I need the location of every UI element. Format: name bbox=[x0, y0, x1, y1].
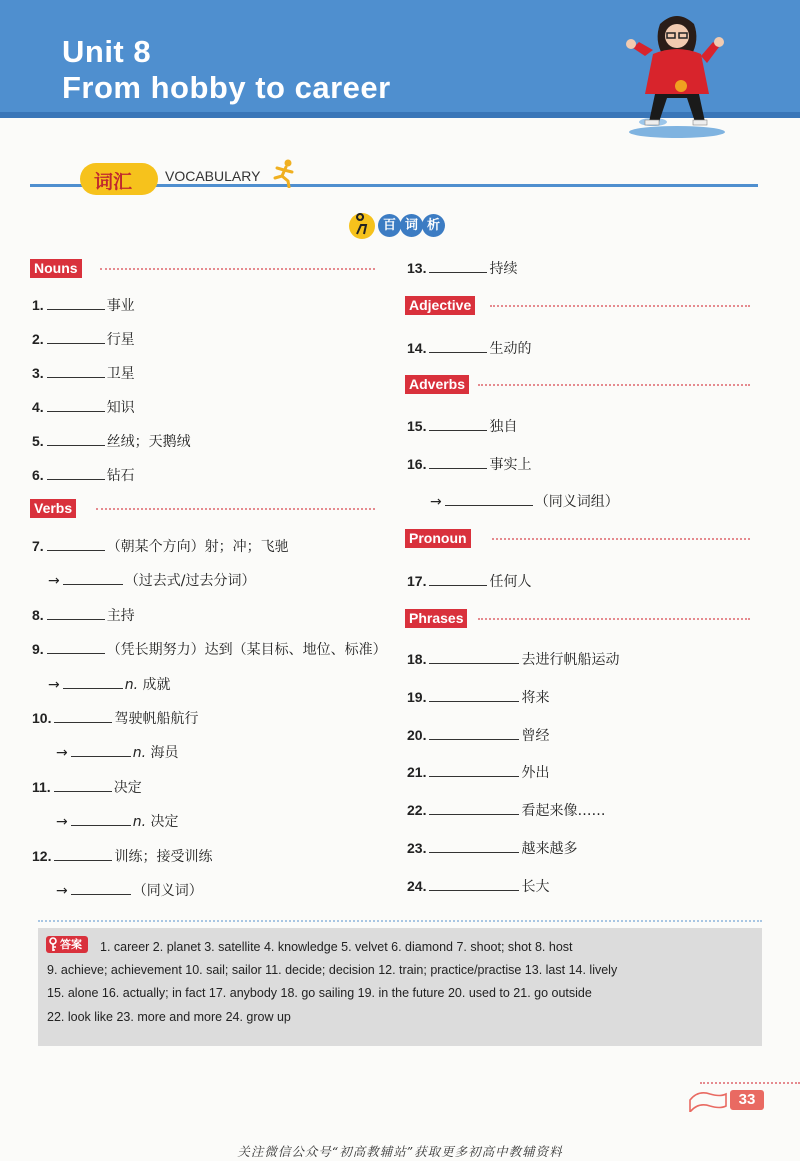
item-number: 5. bbox=[32, 433, 44, 449]
answer-blank[interactable] bbox=[429, 258, 487, 273]
answer-blank[interactable] bbox=[47, 605, 105, 620]
answer-tag-label: 答案 bbox=[60, 938, 82, 951]
item-meaning: 事实上 bbox=[489, 457, 532, 473]
answer-blank[interactable] bbox=[71, 742, 131, 757]
item-meaning: 主持 bbox=[106, 608, 135, 624]
page-number: 33 bbox=[730, 1090, 764, 1110]
item-meaning: 决定 bbox=[150, 814, 179, 830]
vocab-item-22 bbox=[407, 800, 605, 820]
vocab-item-24 bbox=[407, 876, 549, 896]
category-adverbs: Adverbs bbox=[405, 375, 469, 394]
item-meaning: （凭长期努力）达到（某目标、地位、标准） bbox=[106, 642, 387, 658]
answer-blank[interactable] bbox=[47, 329, 105, 344]
arrow-icon: → bbox=[430, 494, 442, 510]
item-number: 21. bbox=[407, 764, 427, 780]
item-meaning: （过去式/过去分词） bbox=[124, 573, 256, 589]
item-meaning: （同义词） bbox=[132, 883, 203, 899]
vocab-item-6 bbox=[32, 465, 135, 485]
item-meaning: 知识 bbox=[106, 400, 135, 416]
item-number: 10. bbox=[32, 710, 52, 726]
arrow-icon: → bbox=[56, 883, 68, 899]
answer-blank[interactable] bbox=[429, 762, 519, 777]
answer-blank[interactable] bbox=[429, 416, 487, 431]
corner-dotted-rule bbox=[700, 1082, 800, 1084]
answer-line-3: 15. alone 16. actually; in fact 17. anybody 18. go sailing 19. in the future 20. used to 21. go outside bbox=[47, 986, 592, 1000]
vocab-item-15 bbox=[407, 416, 517, 436]
vocab-item-2 bbox=[32, 329, 135, 349]
nouns-dotted-rule bbox=[100, 268, 375, 270]
item-meaning: 钻石 bbox=[106, 468, 135, 484]
item-meaning: 生动的 bbox=[489, 341, 532, 357]
item-number: 1. bbox=[32, 297, 44, 313]
item-meaning: 长大 bbox=[521, 879, 550, 895]
vocab-item-4 bbox=[32, 397, 135, 417]
item-meaning: 独自 bbox=[489, 419, 518, 435]
footer-notice: 关注微信公众号“初高教辅站”获取更多初高中教辅资料 bbox=[237, 1144, 563, 1159]
vocab-item-11-derived bbox=[56, 811, 179, 831]
answer-blank[interactable] bbox=[429, 649, 519, 664]
item-meaning: 驾驶帆船航行 bbox=[114, 711, 199, 727]
answer-blank[interactable] bbox=[54, 777, 112, 792]
answer-blank[interactable] bbox=[71, 811, 131, 826]
vocab-item-7-derived bbox=[48, 570, 255, 590]
answer-box-top-border bbox=[38, 920, 762, 922]
answer-blank[interactable] bbox=[445, 491, 533, 506]
item-meaning: 越来越多 bbox=[521, 841, 578, 857]
adjective-dotted-rule bbox=[490, 305, 750, 307]
category-nouns: Nouns bbox=[30, 259, 82, 278]
category-phrases: Phrases bbox=[405, 609, 467, 628]
answer-blank[interactable] bbox=[54, 846, 112, 861]
item-number: 23. bbox=[407, 840, 427, 856]
item-meaning: 决定 bbox=[113, 780, 142, 796]
item-meaning: 卫星 bbox=[106, 366, 135, 382]
vocab-item-5 bbox=[32, 431, 191, 451]
answer-blank[interactable] bbox=[429, 725, 519, 740]
answer-blank[interactable] bbox=[429, 876, 519, 891]
item-number: 13. bbox=[407, 260, 427, 276]
category-adjective: Adjective bbox=[405, 296, 475, 315]
answer-blank[interactable] bbox=[47, 295, 105, 310]
item-meaning: 将来 bbox=[521, 690, 550, 706]
vocab-item-12 bbox=[32, 846, 212, 866]
vocab-item-13 bbox=[407, 258, 517, 278]
item-number: 7. bbox=[32, 538, 44, 554]
answer-blank[interactable] bbox=[429, 800, 519, 815]
verbs-dotted-rule bbox=[96, 508, 375, 510]
vocab-item-20 bbox=[407, 725, 549, 745]
item-number: 24. bbox=[407, 878, 427, 894]
section-title bbox=[348, 212, 448, 240]
item-number: 14. bbox=[407, 340, 427, 356]
category-verbs: Verbs bbox=[30, 499, 76, 518]
pronoun-dotted-rule bbox=[492, 538, 750, 540]
part-of-speech: n. bbox=[132, 814, 147, 830]
answer-blank[interactable] bbox=[63, 674, 123, 689]
item-number: 6. bbox=[32, 467, 44, 483]
item-number: 8. bbox=[32, 607, 44, 623]
item-number: 20. bbox=[407, 727, 427, 743]
item-meaning: 丝绒；天鹅绒 bbox=[106, 434, 191, 450]
vocab-item-1 bbox=[32, 295, 135, 315]
item-meaning: 海员 bbox=[150, 745, 179, 761]
answer-blank[interactable] bbox=[47, 363, 105, 378]
answer-blank[interactable] bbox=[47, 397, 105, 412]
vocab-item-12-derived bbox=[56, 880, 203, 900]
answer-blank[interactable] bbox=[63, 570, 123, 585]
item-meaning: 去进行帆船运动 bbox=[521, 652, 620, 668]
girl-illustration bbox=[615, 4, 735, 139]
item-number: 12. bbox=[32, 848, 52, 864]
vocab-badge bbox=[80, 163, 158, 195]
section-title-char-2: 词 bbox=[400, 214, 423, 237]
item-number: 18. bbox=[407, 651, 427, 667]
category-pronoun: Pronoun bbox=[405, 529, 471, 548]
item-meaning: 事业 bbox=[106, 298, 135, 314]
answer-blank[interactable] bbox=[47, 536, 105, 551]
arrow-icon: → bbox=[56, 814, 68, 830]
vocab-item-17 bbox=[407, 571, 531, 591]
vocab-item-10 bbox=[32, 708, 198, 728]
item-meaning: 曾经 bbox=[521, 728, 550, 744]
vocab-item-21 bbox=[407, 762, 549, 782]
answer-blank[interactable] bbox=[429, 571, 487, 586]
item-number: 17. bbox=[407, 573, 427, 589]
vocab-item-3 bbox=[32, 363, 135, 383]
part-of-speech: n. bbox=[124, 677, 139, 693]
answer-blank[interactable] bbox=[429, 838, 519, 853]
vocab-badge-label: 词汇 bbox=[94, 171, 133, 193]
vocab-item-14 bbox=[407, 338, 531, 358]
item-meaning: 看起来像…… bbox=[521, 803, 606, 819]
arrow-icon: → bbox=[48, 573, 60, 589]
vocab-item-18 bbox=[407, 649, 619, 669]
answer-blank[interactable] bbox=[429, 338, 487, 353]
item-number: 22. bbox=[407, 802, 427, 818]
answer-line-2: 9. achieve; achievement 10. sail; sailor 11. decide; decision 12. train; practice/practise 13. last 14. lively bbox=[47, 963, 618, 977]
section-title-char-1: 百 bbox=[378, 214, 401, 237]
answer-blank[interactable] bbox=[71, 880, 131, 895]
vocab-item-7 bbox=[32, 536, 289, 556]
answer-line-1: 1. career 2. planet 3. satellite 4. knowledge 5. velvet 6. diamond 7. shoot; shot 8. host bbox=[100, 940, 573, 954]
item-meaning: 成就 bbox=[142, 677, 171, 693]
arrow-icon: → bbox=[48, 677, 60, 693]
item-meaning: 持续 bbox=[489, 261, 518, 277]
answer-blank[interactable] bbox=[47, 639, 105, 654]
adverbs-dotted-rule bbox=[478, 384, 750, 386]
vocab-item-16-derived bbox=[430, 491, 619, 511]
item-number: 16. bbox=[407, 456, 427, 472]
item-meaning: 行星 bbox=[106, 332, 135, 348]
item-number: 3. bbox=[32, 365, 44, 381]
answer-blank[interactable] bbox=[429, 687, 519, 702]
item-number: 11. bbox=[32, 779, 51, 795]
vocab-item-19 bbox=[407, 687, 549, 707]
vocab-item-9-derived bbox=[48, 674, 171, 694]
arrow-icon: → bbox=[56, 745, 68, 761]
vocab-english-label: VOCABULARY bbox=[165, 168, 261, 184]
answer-blank[interactable] bbox=[47, 465, 105, 480]
answer-line-4: 22. look like 23. more and more 24. grow up bbox=[47, 1010, 291, 1024]
item-number: 2. bbox=[32, 331, 44, 347]
unit-number-title: Unit 8 bbox=[62, 34, 152, 69]
answer-blank[interactable] bbox=[429, 454, 487, 469]
vocab-item-23 bbox=[407, 838, 577, 858]
item-number: 4. bbox=[32, 399, 44, 415]
unit-topic-title: From hobby to career bbox=[62, 70, 391, 105]
item-meaning: （同义词组） bbox=[534, 494, 619, 510]
key-icon bbox=[47, 937, 59, 952]
answer-blank[interactable] bbox=[47, 431, 105, 446]
part-of-speech: n. bbox=[132, 745, 147, 761]
page-ribbon-decoration bbox=[686, 1088, 728, 1112]
vocab-item-9 bbox=[32, 639, 387, 659]
answer-blank[interactable] bbox=[54, 708, 112, 723]
item-meaning: 外出 bbox=[521, 765, 550, 781]
vocab-item-16 bbox=[407, 454, 531, 474]
item-meaning: 任何人 bbox=[489, 574, 532, 590]
item-number: 15. bbox=[407, 418, 427, 434]
vocab-item-11 bbox=[32, 777, 142, 797]
vocab-item-8 bbox=[32, 605, 135, 625]
item-number: 19. bbox=[407, 689, 427, 705]
runner-icon bbox=[270, 158, 300, 188]
vocab-item-10-derived bbox=[56, 742, 179, 762]
reading-figure-icon bbox=[348, 212, 376, 240]
section-title-char-3: 析 bbox=[422, 214, 445, 237]
item-meaning: （朝某个方向）射；冲；飞驰 bbox=[106, 539, 289, 555]
item-meaning: 训练；接受训练 bbox=[114, 849, 213, 865]
phrases-dotted-rule bbox=[478, 618, 750, 620]
item-number: 9. bbox=[32, 641, 44, 657]
